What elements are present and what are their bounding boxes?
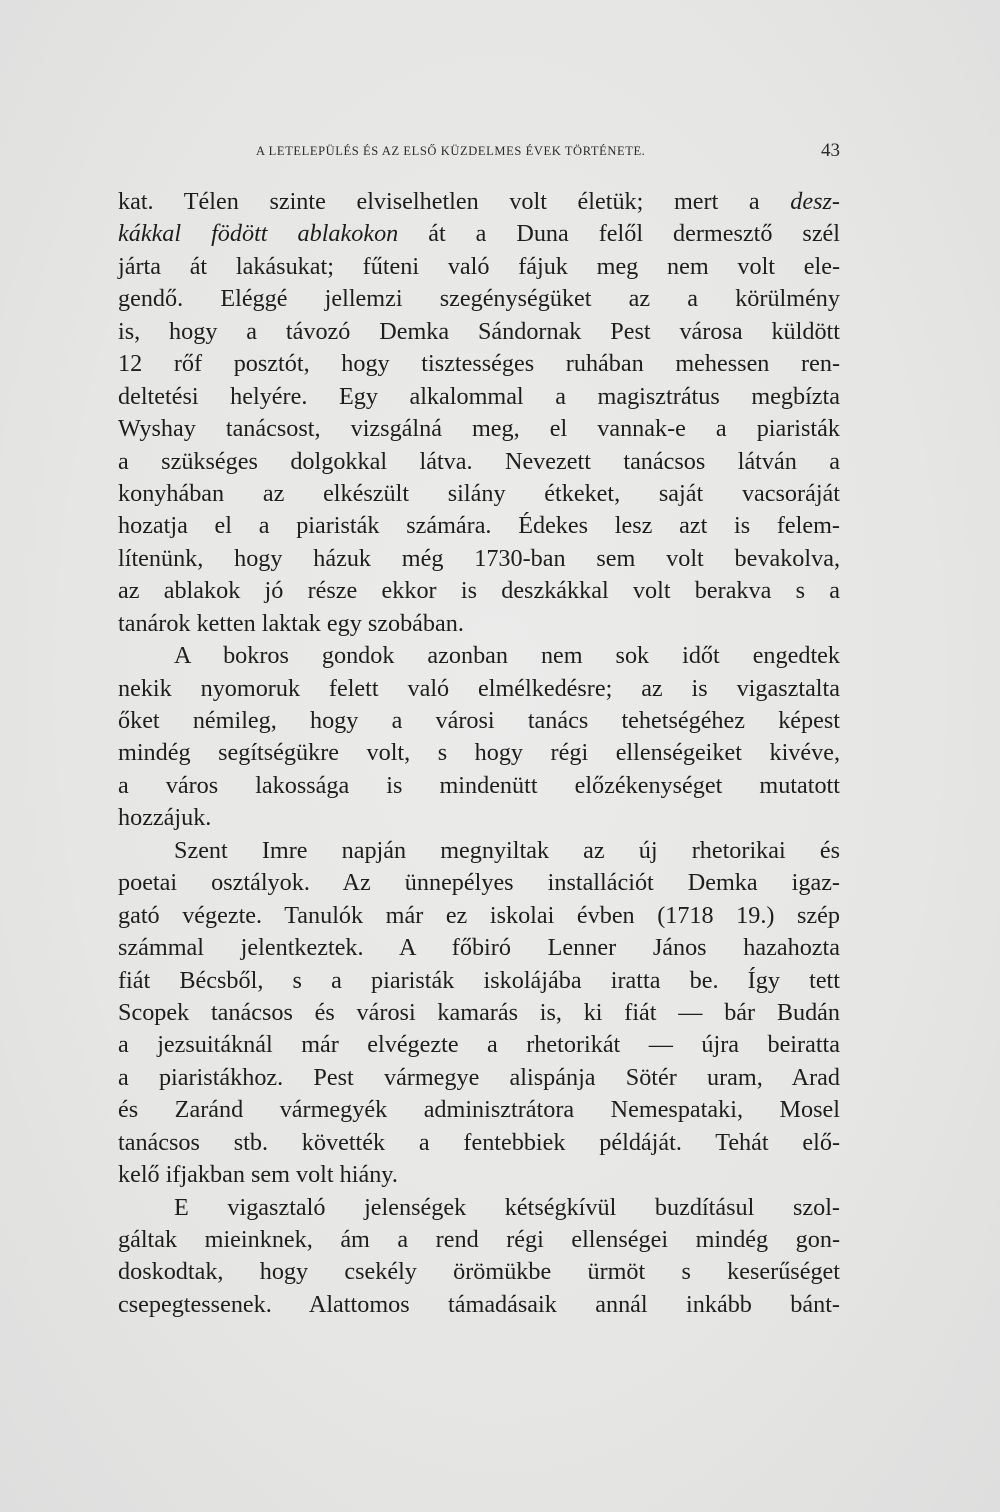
text-run: A bokros gondok azonban nem sok időt engedtek: [174, 642, 840, 670]
text-run: gendő. Eléggé jellemzi szegénységüket az a körülmény: [118, 285, 840, 313]
text-run: konyhában az elkészült silány étkeket, saját vacsoráját: [118, 479, 840, 507]
text-run: deltetési helyére. Egy alkalommal a magisztrátus megbízta: [118, 382, 840, 410]
text-line: [118, 1127, 840, 1159]
text-run: a szükséges dolgokkal látva. Nevezett tanácsos látván a: [118, 447, 840, 475]
text-run: Scopek tanácsos és városi kamarás is, ki fiát — bár Budán: [118, 998, 840, 1026]
text-run: hozatja el a piaristák számára. Édekes lesz azt is felem-: [118, 512, 840, 540]
text-run: lítenünk, hogy házuk még 1730-ban sem volt bevakolva,: [118, 544, 840, 572]
italic-run: desz-: [790, 188, 840, 215]
text-line: [118, 1094, 840, 1126]
text-line: [118, 218, 840, 250]
text-run: át a Duna felől dermesztő szél: [398, 220, 841, 248]
text-run: kelő ifjakban sem volt hiány.: [118, 1161, 398, 1189]
text-line: [118, 802, 840, 834]
text-line: [118, 478, 840, 510]
text-run: is, hogy a távozó Demka Sándornak Pest városa küldött: [118, 317, 840, 345]
text-run: tanárok ketten laktak egy szobában.: [118, 609, 464, 637]
text-line: [118, 543, 840, 575]
text-line: [118, 316, 840, 348]
text-run: doskodtak, hogy csekély örömükbe ürmöt s keserűséget: [118, 1258, 840, 1286]
text-line: [118, 1224, 840, 1256]
text-line: [118, 867, 840, 899]
text-run: a piaristákhoz. Pest vármegye alispánja Sötér uram, Arad: [118, 1063, 840, 1091]
text-line: [118, 1029, 840, 1061]
text-line: [118, 997, 840, 1029]
text-line: [118, 705, 840, 737]
text-line: [118, 575, 840, 607]
text-run: tanácsos stb. követték a fentebbiek példáját. Tehát elő-: [118, 1128, 840, 1156]
text-run: gáltak mieinknek, ám a rend régi ellenségei mindég gon-: [118, 1226, 840, 1253]
text-run: járta át lakásukat; fűteni való fájuk meg nem volt ele-: [118, 252, 840, 280]
text-line: [118, 1159, 840, 1191]
text-line: [118, 1062, 840, 1094]
text-line: [118, 251, 840, 283]
text-run: poetai osztályok. Az ünnepélyes installációt Demka igaz-: [118, 869, 840, 897]
text-line: [118, 640, 840, 672]
text-line: [118, 835, 840, 867]
text-run: E vigasztaló jelenségek kétségkívül buzdításul szol-: [174, 1193, 840, 1221]
italic-run: kákkal födött ablakokon: [118, 220, 399, 248]
text-line: [118, 348, 840, 380]
text-run: csepegtessenek. Alattomos támadásaik annál inkább bánt-: [118, 1290, 840, 1318]
text-line: [118, 673, 840, 705]
text-line: [118, 186, 840, 218]
text-line: [118, 932, 840, 964]
running-title: A LETELEPÜLÉS ÉS AZ ELSŐ KÜZDELMES ÉVEK TÖRTÉNETE.: [256, 144, 646, 158]
text-line: [118, 510, 840, 542]
text-run: Wyshay tanácsost, vizsgálná meg, el vannak-e a piaristák: [118, 415, 840, 443]
text-run: Szent Imre napján megnyiltak az új rhetorikai és: [174, 836, 840, 864]
body-text: [118, 186, 840, 1321]
text-line: [118, 1256, 840, 1288]
text-line: [118, 446, 840, 478]
text-line: [118, 900, 840, 932]
text-line: [118, 737, 840, 769]
text-line: [118, 1192, 840, 1224]
text-run: kat. Télen szinte elviselhetlen volt életük; mert a: [118, 188, 791, 215]
text-run: az ablakok jó része ekkor is deszkákkal volt berakva s a: [118, 577, 840, 605]
text-line: [118, 965, 840, 997]
text-line: [118, 608, 840, 640]
text-run: nekik nyomoruk felett való elmélkedésre; az is vigasztalta: [118, 674, 840, 702]
text-line: [118, 1289, 840, 1321]
text-run: és Zaránd vármegyék adminisztrátora Nemespataki, Mosel: [118, 1096, 840, 1124]
text-line: [118, 283, 840, 315]
text-line: [118, 381, 840, 413]
running-head: [118, 138, 840, 168]
text-run: számmal jelentkeztek. A főbiró Lenner János hazahozta: [118, 934, 840, 962]
text-run: gató végezte. Tanulók már ez iskolai évben (1718 19.) szép: [118, 901, 840, 929]
text-run: a város lakossága is mindenütt előzékenységet mutatott: [118, 771, 840, 799]
text-run: mindég segítségükre volt, s hogy régi ellenségeiket kivéve,: [118, 739, 840, 767]
text-line: [118, 770, 840, 802]
text-run: őket némileg, hogy a városi tanács tehetségéhez képest: [118, 707, 840, 734]
text-run: a jezsuitáknál már elvégezte a rhetorikát — újra beiratta: [118, 1031, 840, 1059]
text-run: fiát Bécsből, s a piaristák iskolájába iratta be. Így tett: [118, 966, 840, 994]
text-run: 12 rőf posztót, hogy tisztességes ruhában mehessen ren-: [118, 350, 840, 378]
page-number: 43: [821, 140, 840, 161]
text-line: [118, 413, 840, 445]
text-run: hozzájuk.: [118, 804, 212, 832]
